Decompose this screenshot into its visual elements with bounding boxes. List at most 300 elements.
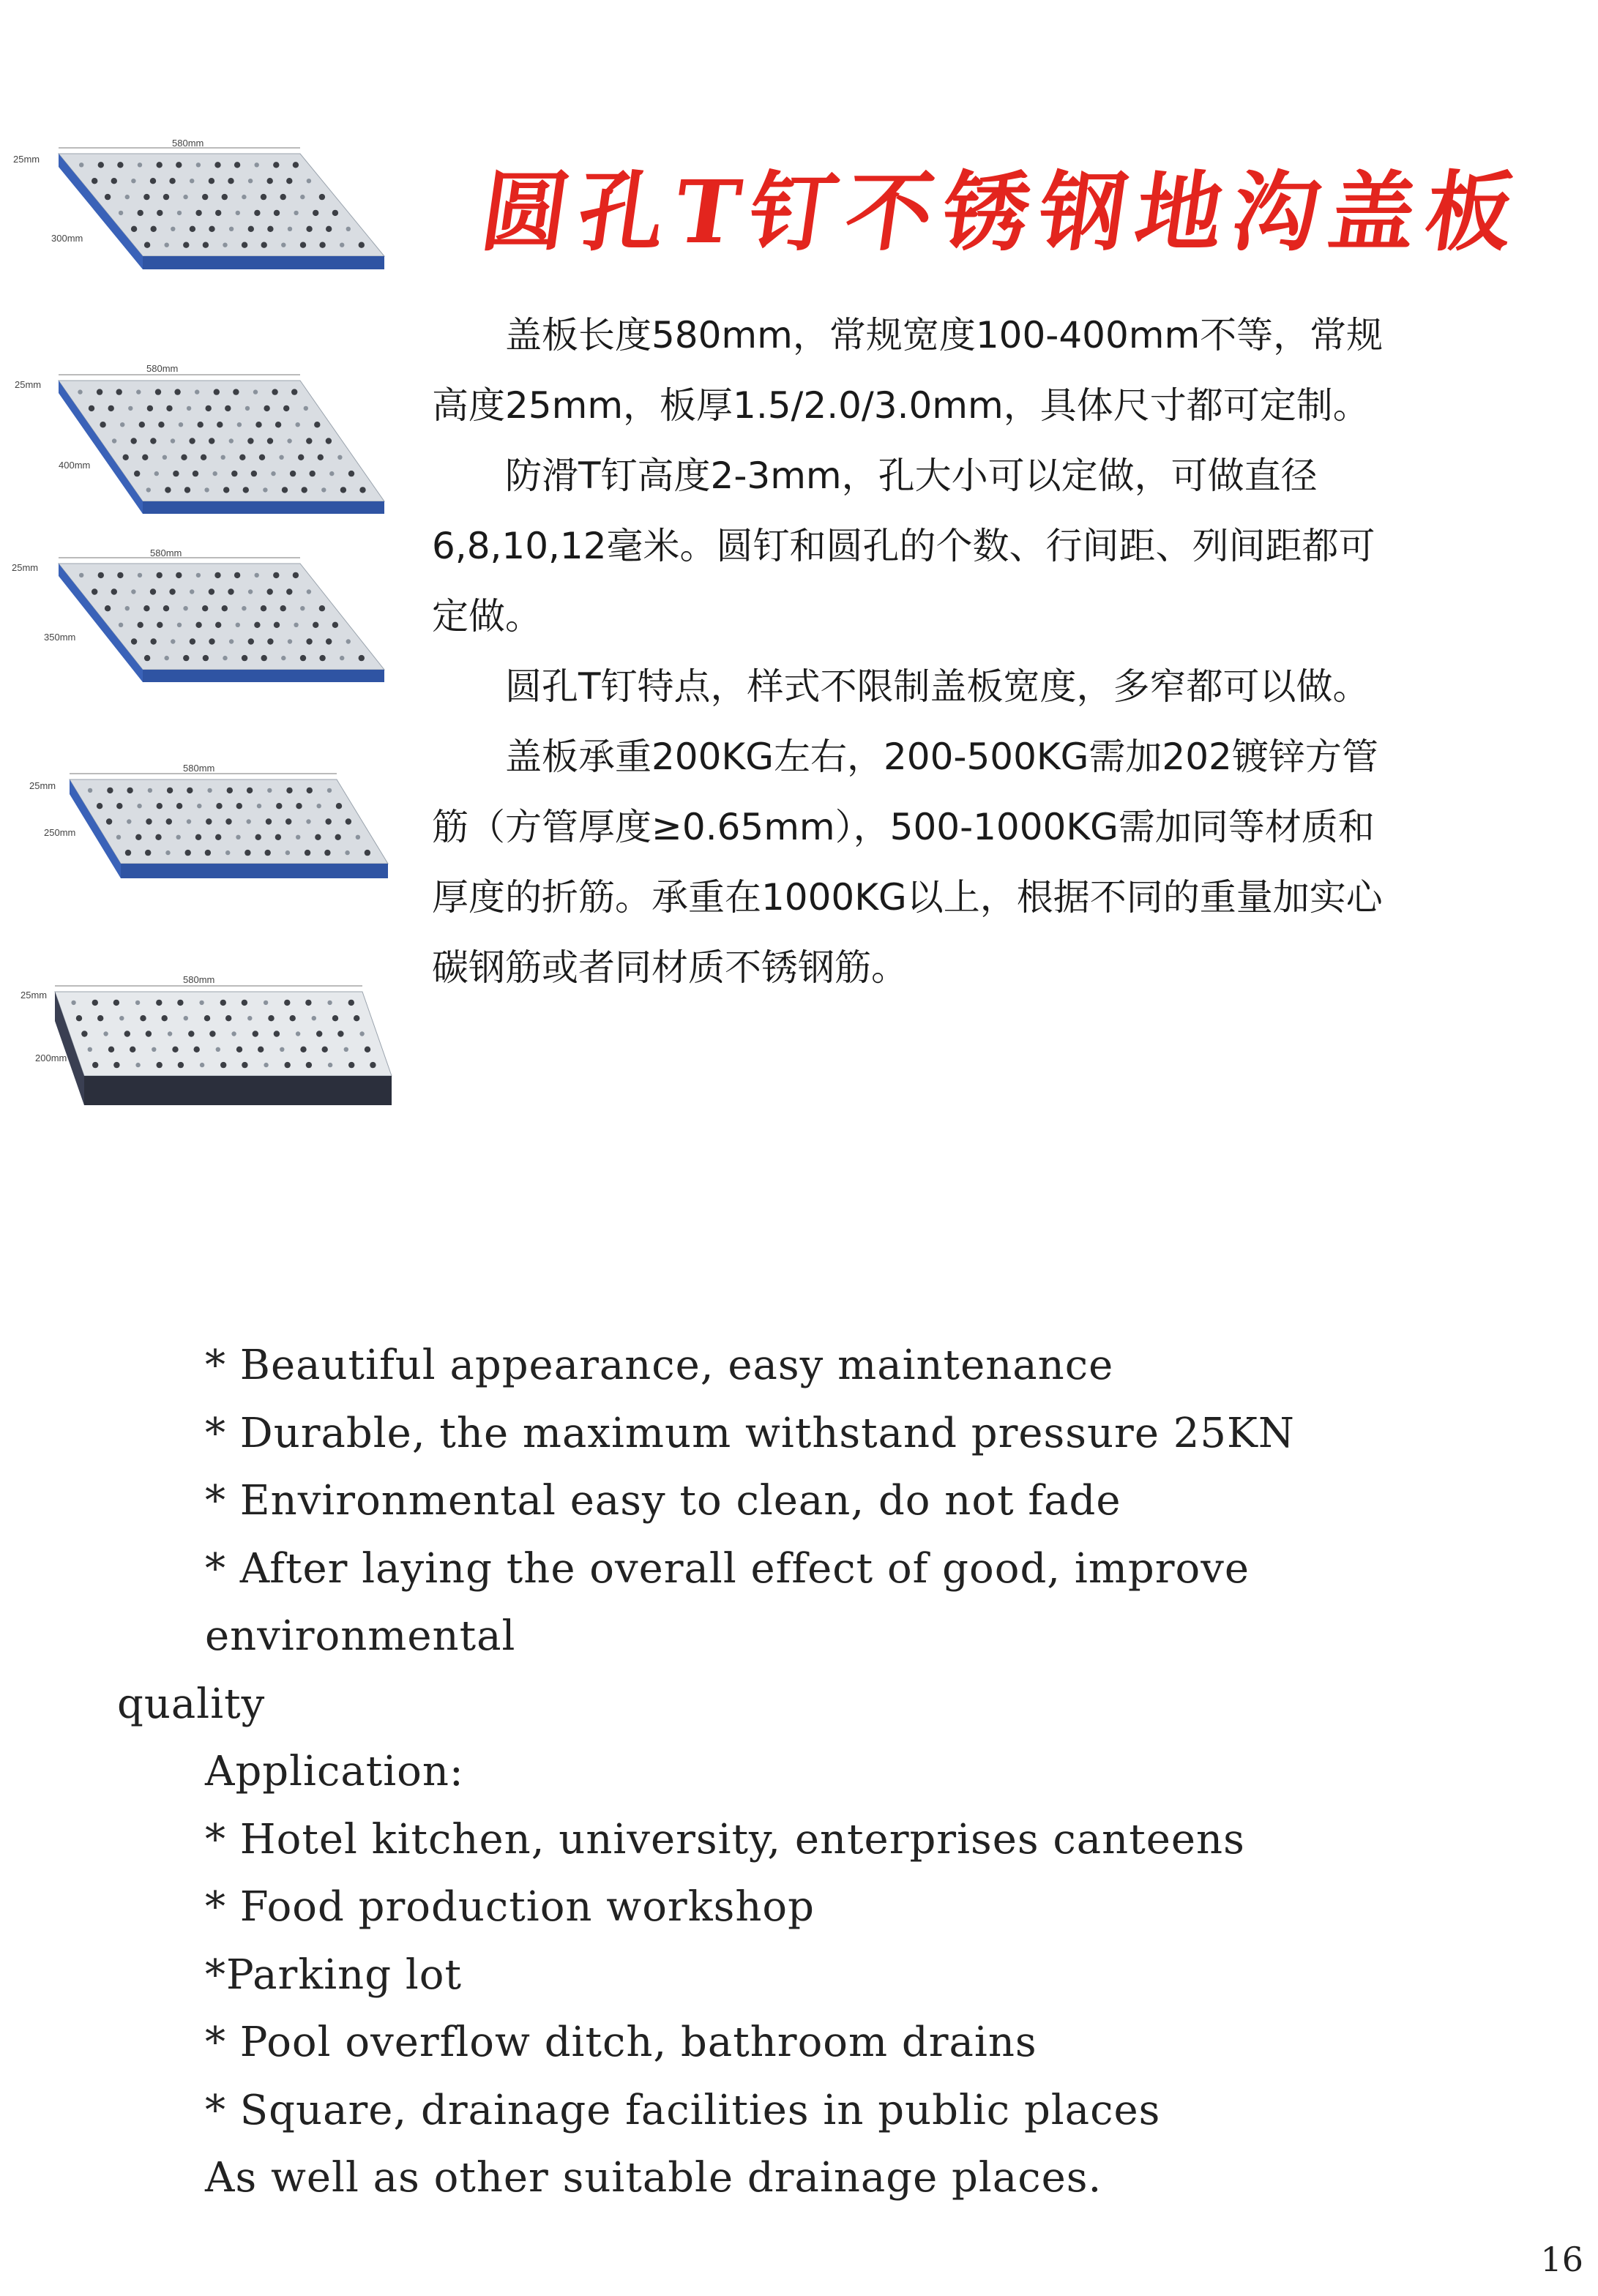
plate-hole	[231, 1031, 236, 1036]
plate-hole	[298, 455, 304, 460]
plate-hole	[329, 471, 334, 476]
plate-hole	[209, 1031, 215, 1036]
plate-height-label: 25mm	[15, 379, 42, 390]
plate-hole	[284, 1000, 290, 1006]
plate-hole	[263, 487, 267, 492]
plate-hole	[120, 422, 124, 427]
plate-hole	[130, 1047, 135, 1052]
plate-hole	[81, 1031, 87, 1036]
plate-hole	[146, 1031, 152, 1036]
plate-hole	[312, 1016, 316, 1020]
plate-hole	[251, 471, 257, 476]
plate-hole	[346, 818, 351, 824]
plate-hole	[348, 1062, 354, 1068]
plate-hole	[108, 1047, 114, 1052]
plate-hole	[326, 438, 332, 444]
plate-width-label: 400mm	[59, 460, 91, 471]
plate-hole	[296, 422, 300, 427]
plate-hole	[88, 788, 92, 793]
plate-hole	[157, 803, 163, 809]
plate-hole	[209, 178, 214, 184]
plate-hole	[148, 788, 152, 793]
plate-hole	[302, 487, 307, 493]
plate-hole	[344, 1047, 348, 1052]
plate-length-label: 580mm	[183, 763, 215, 774]
plate-hole	[163, 194, 169, 200]
plate-hole	[306, 226, 312, 232]
chinese-description	[432, 300, 1398, 1003]
plate-hole	[174, 389, 180, 394]
plate-hole	[359, 655, 365, 661]
plate-hole	[209, 226, 214, 232]
plate-hole	[113, 1062, 119, 1068]
plate-hole	[300, 1047, 306, 1052]
plate-hole	[346, 227, 351, 231]
plate-hole	[147, 405, 153, 411]
plate-diagram-3	[7, 549, 417, 750]
plate-hole	[116, 835, 121, 840]
plate-hole	[214, 162, 220, 168]
plate-width-label: 300mm	[51, 233, 83, 244]
plate-hole	[176, 162, 182, 168]
plate-hole	[171, 438, 175, 443]
plate-hole	[242, 1000, 247, 1006]
plate-hole	[307, 179, 311, 183]
plate-hole	[247, 438, 253, 444]
plate-hole	[296, 835, 300, 840]
plate-hole	[225, 1015, 231, 1021]
plate-hole	[220, 1062, 226, 1068]
plate-hole	[209, 638, 214, 644]
plate-hole	[92, 178, 97, 184]
plate-hole	[285, 1062, 291, 1068]
plate-hole	[223, 656, 227, 660]
plate-hole	[236, 211, 240, 215]
plate-hole	[79, 162, 83, 167]
plate-hole	[236, 835, 240, 840]
plate-hole	[248, 179, 253, 183]
plate-hole	[187, 788, 193, 793]
plate-hole	[162, 1015, 168, 1021]
plate-hole	[184, 487, 190, 493]
plate-hole	[203, 242, 209, 248]
plate-hole	[165, 656, 169, 660]
plate-hole	[332, 1015, 338, 1021]
english-description	[117, 1332, 1508, 2213]
plate-hole	[267, 438, 273, 444]
plate-hole	[255, 162, 259, 167]
plate-hole	[202, 194, 208, 200]
plate-hole	[227, 788, 233, 793]
plate-hole	[327, 1001, 332, 1005]
plate-hole	[127, 819, 131, 823]
plate-hole	[157, 1062, 163, 1068]
plate-hole	[335, 834, 341, 840]
plate-hole	[257, 804, 261, 808]
plate-hole	[319, 194, 325, 200]
plate-hole	[105, 605, 111, 611]
plate-hole	[188, 1031, 194, 1036]
plate-hole	[131, 589, 135, 594]
plate-hole	[76, 1015, 82, 1021]
plate-hole	[281, 656, 285, 660]
plate-hole	[274, 622, 280, 628]
plate-hole	[163, 605, 169, 611]
plate-hole	[135, 1063, 140, 1067]
plate-hole	[275, 834, 281, 840]
plate-hole	[125, 606, 130, 610]
plate-hole	[228, 588, 234, 594]
plate-hole	[187, 819, 191, 823]
plate-hole	[365, 850, 370, 856]
page-title: 圆孔T钉不锈钢地沟盖板	[474, 161, 1531, 263]
plate-hole	[138, 210, 143, 216]
plate-hole	[157, 162, 163, 168]
plate-hole	[136, 389, 141, 394]
plate-hole	[225, 818, 231, 824]
plate-hole	[267, 638, 273, 644]
plate-hole	[264, 1063, 268, 1067]
plate-hole	[128, 406, 132, 411]
plate-hole	[273, 162, 279, 168]
plate-hole	[234, 572, 240, 578]
plate-hole	[116, 803, 122, 809]
plate-hole	[183, 195, 187, 199]
plate-hole	[189, 438, 195, 444]
plate-diagram-2	[7, 344, 417, 545]
plate-hole	[209, 588, 214, 594]
plate-hole	[370, 1062, 376, 1068]
plate-hole	[203, 655, 209, 661]
plate-hole	[113, 1000, 119, 1006]
plate-hole	[286, 788, 292, 793]
plate-hole	[340, 243, 344, 247]
plate-hole	[117, 162, 123, 168]
plate-hole	[156, 1000, 162, 1006]
plate-hole	[138, 573, 142, 577]
plate-hole	[198, 422, 204, 427]
plate-length-label: 580mm	[150, 549, 182, 558]
plate-hole	[296, 803, 302, 809]
plate-hole	[254, 622, 260, 628]
plate-hole	[346, 639, 351, 643]
plate-hole	[248, 589, 253, 594]
plate-hole	[183, 242, 189, 248]
plate-hole	[222, 605, 228, 611]
plate-hole	[144, 242, 150, 248]
plate-hole	[285, 850, 290, 855]
plate-hole	[158, 422, 164, 427]
plate-hole	[326, 638, 332, 644]
plate-hole	[229, 639, 234, 643]
plate-hole	[340, 487, 346, 493]
plate-hole	[176, 803, 182, 809]
feature-item-wrapped	[117, 1536, 1508, 1739]
plate-hole	[255, 422, 261, 427]
plate-hole	[306, 1062, 312, 1068]
plate-hole	[125, 195, 130, 199]
plate-hole	[255, 834, 261, 840]
plate-hole	[144, 655, 150, 661]
plate-hole	[332, 210, 338, 216]
plate-hole	[233, 389, 239, 394]
plate-hole	[306, 438, 312, 444]
plate-hole	[294, 211, 298, 215]
plate-hole	[185, 850, 191, 856]
plate-hole	[163, 455, 167, 460]
plate-hole	[280, 194, 286, 200]
plate-hole	[146, 818, 152, 824]
plate-hole	[177, 211, 182, 215]
plate-hole	[216, 803, 222, 809]
plate-hole	[290, 471, 296, 476]
plate-hole	[273, 572, 279, 578]
plate-hole	[201, 455, 206, 460]
plate-hole	[92, 588, 97, 594]
plate-hole	[97, 389, 102, 394]
plate-hole	[319, 655, 325, 661]
plate-hole	[337, 1031, 343, 1036]
plate-hole	[190, 589, 194, 594]
plate-hole	[300, 606, 305, 610]
plate-hole	[322, 1047, 328, 1052]
plate-hole	[152, 1047, 156, 1052]
plate-hole	[267, 788, 272, 793]
plate-hole	[300, 195, 305, 199]
plate-hole	[348, 471, 354, 476]
plate-hole	[195, 834, 201, 840]
plate-hole	[326, 818, 332, 824]
plate-hole	[359, 242, 365, 248]
plate-hole	[348, 1000, 354, 1006]
plate-hole	[111, 178, 117, 184]
plate-hole	[157, 210, 163, 216]
plate-hole	[327, 788, 332, 793]
plate-hole	[173, 471, 179, 476]
plate-hole	[231, 471, 237, 476]
plate-hole	[254, 210, 260, 216]
feature-item-continuation: quality	[117, 1680, 266, 1728]
plate-hole	[247, 788, 253, 793]
feature-item-line: * After laying the overall effect of good, improve environmental	[205, 1544, 1250, 1660]
plate-hole	[103, 1031, 108, 1036]
plate-hole	[267, 178, 273, 184]
cn-paragraph-dimensions: 盖板长度580mm，常规宽度100-400mm不等，常规高度25mm，板厚1.5/2.0/3.0mm，具体尺寸都可定制。	[432, 314, 1384, 427]
plate-hole	[253, 389, 258, 394]
plate-hole	[190, 638, 195, 644]
plate-hole	[108, 405, 114, 411]
plate-hole	[266, 818, 272, 824]
plate-hole	[214, 572, 220, 578]
plate-hole	[131, 438, 137, 444]
plate-hole	[313, 622, 318, 628]
plate-hole	[215, 210, 221, 216]
plate-hole	[324, 850, 330, 856]
plate-hole	[217, 422, 223, 427]
plate-hole	[271, 471, 275, 476]
plate-hole	[264, 405, 269, 411]
plate-height-label: 25mm	[29, 780, 56, 791]
plate-hole	[117, 572, 123, 578]
plate-hole	[206, 405, 212, 411]
plate-hole	[243, 487, 249, 493]
plate-hole	[157, 572, 163, 578]
plate-hole	[131, 179, 135, 183]
plate-hole	[137, 804, 141, 808]
plate-hole	[267, 588, 273, 594]
plate-hole	[92, 1062, 98, 1068]
cn-paragraph-load: 盖板承重200KG左右，200-500KG需加202镀锌方管筋（方管厚度≥0.65mm），500-1000KG需加同等材质和厚度的折筋。承重在1000KG以上，根据不同的重量加实心碳钢筋或者同材质不锈钢筋。	[432, 736, 1383, 989]
plate-hole	[138, 162, 142, 167]
plate-hole	[140, 1015, 146, 1021]
plate-hole	[214, 389, 220, 394]
application-item: *Parking lot	[205, 1951, 463, 1999]
plate-hole	[154, 471, 159, 476]
plate-hole	[200, 1063, 204, 1067]
plate-hole	[183, 655, 189, 661]
plate-hole	[305, 850, 310, 856]
plate-hole	[261, 242, 267, 248]
plate-hole	[124, 1031, 130, 1036]
plate-hole	[237, 422, 242, 427]
plate-hole	[234, 162, 240, 168]
plate-hole	[177, 1000, 183, 1006]
feature-item: * Environmental easy to clean, do not fade	[205, 1477, 1121, 1525]
plate-hole	[261, 605, 266, 611]
plate-hole	[264, 1001, 268, 1005]
plate-hole	[316, 1031, 322, 1036]
plate-hole	[258, 1047, 264, 1052]
plate-hole	[195, 210, 201, 216]
plate-hole	[181, 455, 187, 460]
application-heading: Application:	[205, 1748, 464, 1795]
plate-hole	[261, 194, 266, 200]
application-item: * Pool overflow ditch, bathroom drains	[205, 2019, 1037, 2066]
plate-hole	[190, 226, 195, 232]
plate-hole	[199, 1001, 204, 1005]
plate-hole	[248, 226, 254, 232]
plate-hole	[300, 242, 306, 248]
plate-length-label: 580mm	[183, 974, 215, 985]
plate-hole	[245, 406, 250, 411]
application-item: * Square, drainage facilities in public places	[205, 2086, 1161, 2134]
plate-length-label: 580mm	[146, 363, 179, 374]
plate-hole	[194, 1047, 200, 1052]
plate-hole	[236, 803, 242, 809]
plate-width-label: 350mm	[44, 632, 76, 643]
plate-hole	[274, 210, 280, 216]
plate-hole	[359, 1031, 364, 1036]
plate-hole	[204, 1015, 210, 1021]
plate-hole	[125, 850, 131, 856]
plate-hole	[150, 438, 156, 444]
plate-hole	[222, 194, 228, 200]
plate-hole	[319, 605, 325, 611]
plate-width-label: 200mm	[35, 1052, 67, 1063]
plate-hole	[239, 455, 245, 460]
plate-hole	[229, 438, 234, 443]
plate-hole	[139, 422, 145, 427]
plate-hole	[291, 389, 297, 394]
plate-hole	[176, 835, 181, 840]
plate-hole	[332, 622, 338, 628]
plate-hole	[215, 834, 221, 840]
plate-hole	[184, 1016, 188, 1020]
plate-hole	[340, 656, 344, 660]
plate-hole	[171, 639, 175, 643]
plate-hole	[305, 1000, 311, 1006]
plate-hole	[215, 622, 221, 628]
plate-length-label: 580mm	[172, 139, 204, 149]
plate-hole	[313, 210, 318, 216]
plate-hole	[196, 573, 201, 577]
cn-paragraph-tnail: 防滑T钉高度2-3mm，孔大小可以定做，可做直径6,8,10,12毫米。圆钉和圆孔的个数、行间距、列间距都可定做。	[432, 455, 1375, 637]
plate-hole	[283, 405, 289, 411]
plate-hole	[127, 788, 132, 793]
plate-hole	[195, 389, 199, 394]
plate-hole	[318, 455, 324, 460]
plate-hole	[225, 850, 230, 855]
plate-hole	[304, 406, 308, 411]
plate-hole	[155, 834, 161, 840]
plate-hole	[326, 226, 332, 232]
plate-hole	[255, 573, 259, 577]
plate-hole	[146, 487, 151, 492]
plate-hole	[336, 803, 342, 809]
plate-hole	[242, 1062, 247, 1068]
plate-hole	[223, 243, 227, 247]
application-item: * Food production workshop	[205, 1883, 815, 1931]
plate-hole	[79, 573, 83, 577]
plate-hole	[92, 1000, 98, 1006]
application-item: * Hotel kitchen, university, enterprises canteens	[205, 1815, 1245, 1863]
plate-hole	[296, 1031, 300, 1036]
plate-hole	[365, 1047, 370, 1052]
plate-hole	[151, 226, 157, 232]
plate-hole	[190, 179, 194, 183]
plate-hole	[134, 471, 140, 476]
plate-hole	[106, 818, 112, 824]
plate-hole	[285, 818, 291, 824]
plate-hole	[187, 406, 191, 411]
plate-hole	[244, 850, 250, 856]
plate-hole	[107, 788, 113, 793]
plate-hole	[265, 850, 271, 856]
plate-hole	[306, 819, 310, 823]
plate-hole	[359, 487, 365, 493]
plate-hole	[356, 835, 360, 840]
plate-hole	[165, 850, 170, 855]
plate-hole	[142, 455, 148, 460]
plate-hole	[268, 1015, 274, 1021]
plate-hole	[310, 471, 316, 476]
plate-hole	[98, 572, 104, 578]
plate-height-label: 25mm	[13, 154, 40, 165]
plate-hole	[259, 455, 265, 460]
plate-hole	[281, 243, 285, 247]
plate-hole	[207, 788, 212, 793]
plate-hole	[293, 162, 299, 168]
plate-hole	[131, 226, 137, 232]
plate-hole	[100, 422, 105, 427]
plate-hole	[213, 471, 217, 476]
plate-hole	[315, 834, 321, 840]
plate-hole	[247, 1016, 252, 1020]
plate-hole	[71, 1001, 75, 1005]
plate-hole	[97, 803, 102, 809]
plate-hole	[300, 655, 306, 661]
plate-hole	[328, 1063, 332, 1067]
